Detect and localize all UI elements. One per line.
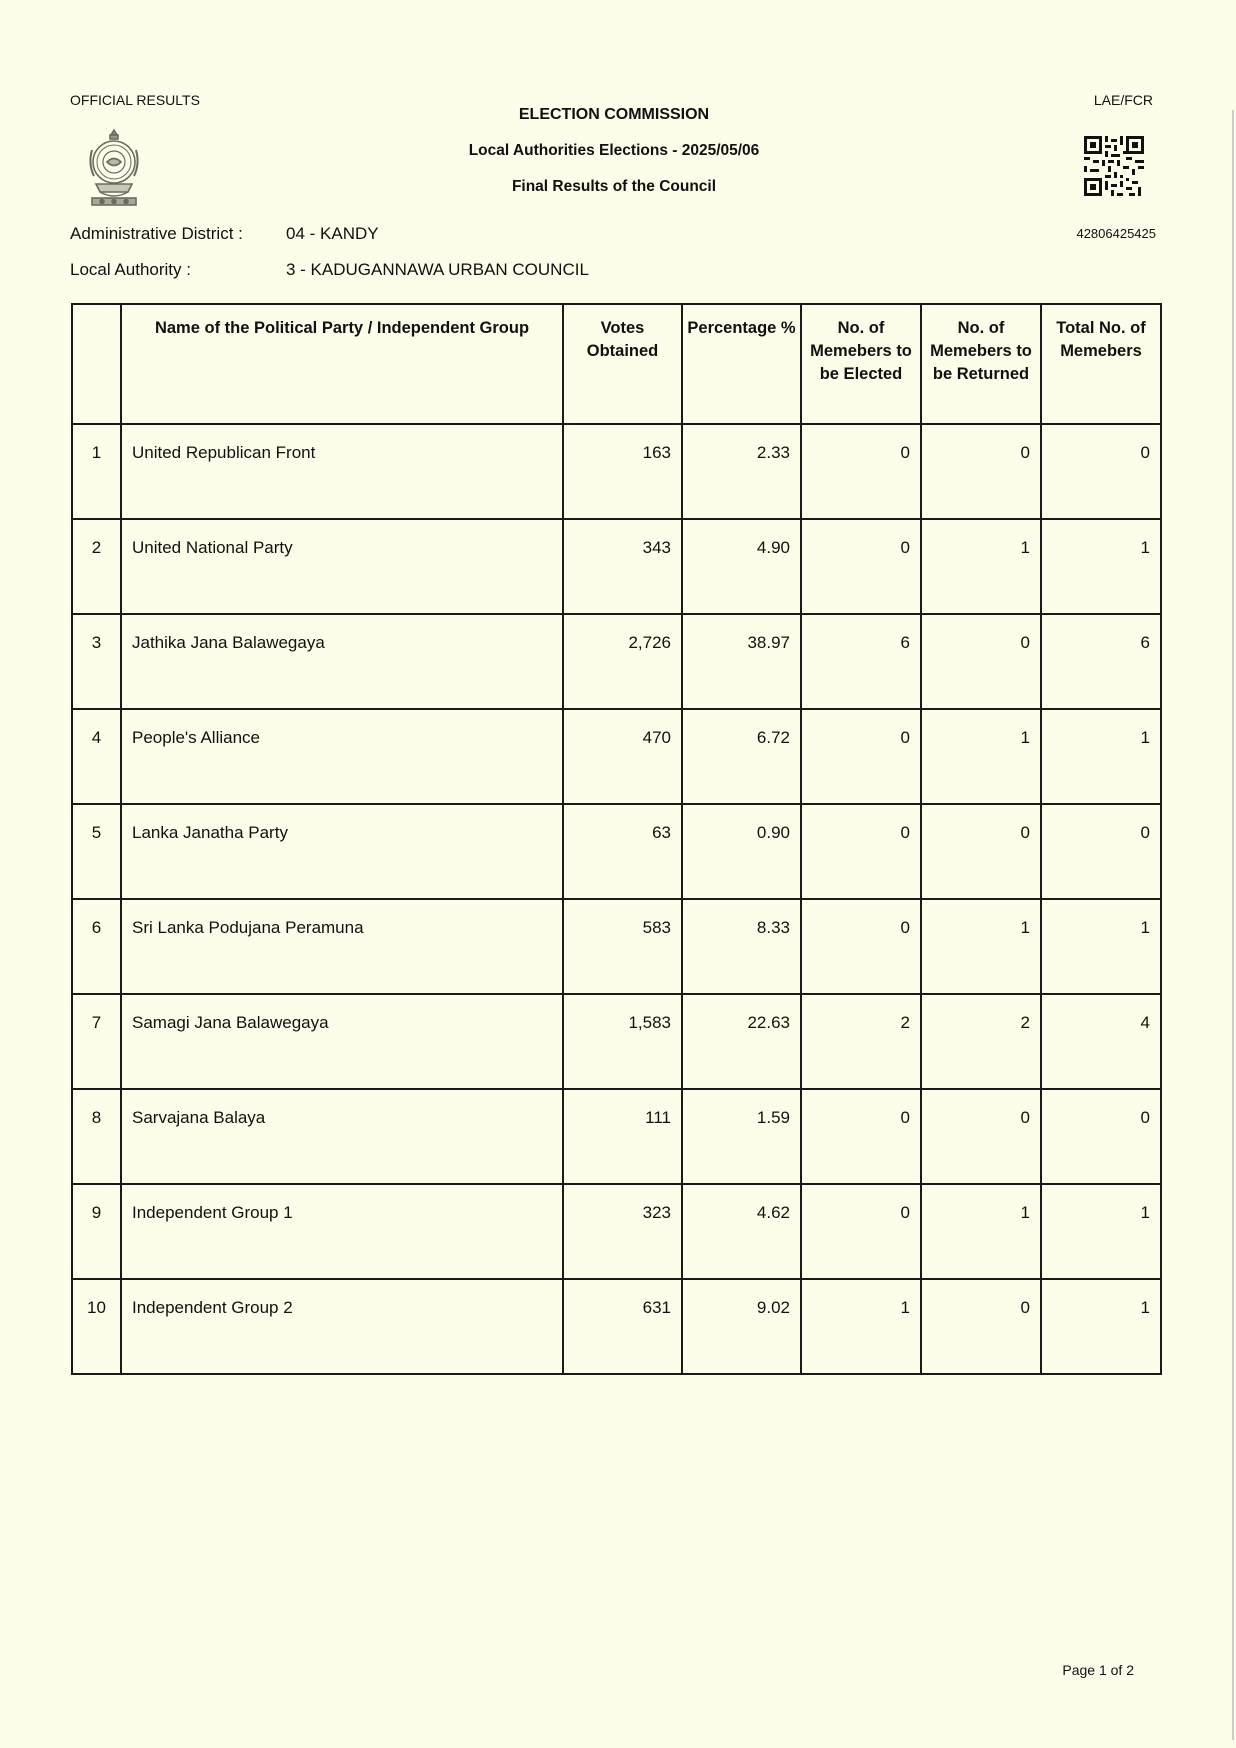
table-row [72, 1279, 1161, 1374]
members-elected: 1 [801, 1279, 921, 1374]
party-name: Sri Lanka Podujana Peramuna [121, 899, 563, 994]
members-returned: 2 [921, 994, 1041, 1089]
row-number: 5 [72, 804, 121, 899]
percentage: 2.33 [682, 424, 801, 519]
members-elected: 0 [801, 519, 921, 614]
row-number: 2 [72, 519, 121, 614]
members-elected: 0 [801, 424, 921, 519]
party-name: Jathika Jana Balawegaya [121, 614, 563, 709]
party-name: People's Alliance [121, 709, 563, 804]
members-total: 1 [1041, 1279, 1161, 1374]
party-name: Sarvajana Balaya [121, 1089, 563, 1184]
percentage: 22.63 [682, 994, 801, 1089]
party-name: United National Party [121, 519, 563, 614]
row-number: 3 [72, 614, 121, 709]
form-code: LAE/FCR [1093, 92, 1153, 108]
col-header-total: Total No. of Memebers [1041, 304, 1161, 424]
members-elected: 0 [801, 1089, 921, 1184]
table-header-row [72, 304, 1161, 424]
members-total: 1 [1041, 709, 1161, 804]
members-elected: 0 [801, 804, 921, 899]
table-row [72, 614, 1161, 709]
page-number: Page 1 of 2 [1062, 1662, 1134, 1678]
votes-obtained: 343 [563, 519, 682, 614]
percentage: 0.90 [682, 804, 801, 899]
official-results-label: OFFICIAL RESULTS [70, 92, 200, 108]
votes-obtained: 111 [563, 1089, 682, 1184]
members-total: 4 [1041, 994, 1161, 1089]
percentage: 38.97 [682, 614, 801, 709]
votes-obtained: 583 [563, 899, 682, 994]
party-name: United Republican Front [121, 424, 563, 519]
district-value: 04 - KANDY [286, 224, 379, 243]
table-row [72, 1089, 1161, 1184]
table-row [72, 709, 1161, 804]
members-returned: 0 [921, 804, 1041, 899]
members-returned: 0 [921, 614, 1041, 709]
scan-edge-line [1232, 110, 1234, 1740]
votes-obtained: 631 [563, 1279, 682, 1374]
members-total: 0 [1041, 804, 1161, 899]
votes-obtained: 163 [563, 424, 682, 519]
members-returned: 0 [921, 424, 1041, 519]
party-name: Independent Group 2 [121, 1279, 563, 1374]
members-total: 1 [1041, 519, 1161, 614]
row-number: 1 [72, 424, 121, 519]
col-header-votes: Votes Obtained [563, 304, 682, 424]
members-elected: 6 [801, 614, 921, 709]
percentage: 1.59 [682, 1089, 801, 1184]
party-name: Samagi Jana Balawegaya [121, 994, 563, 1089]
members-total: 6 [1041, 614, 1161, 709]
percentage: 4.62 [682, 1184, 801, 1279]
members-total: 1 [1041, 899, 1161, 994]
serial-number: 42806425425 [1076, 226, 1156, 241]
row-number: 8 [72, 1089, 121, 1184]
table-row [72, 519, 1161, 614]
table-row [72, 804, 1161, 899]
members-total: 0 [1041, 424, 1161, 519]
members-total: 1 [1041, 1184, 1161, 1279]
table-row [72, 994, 1161, 1089]
members-returned: 0 [921, 1279, 1041, 1374]
results-subtitle: Final Results of the Council [511, 178, 717, 195]
row-number: 9 [72, 1184, 121, 1279]
qr-code-icon [1084, 136, 1144, 196]
members-returned: 1 [921, 709, 1041, 804]
row-number: 6 [72, 899, 121, 994]
district-label: Administrative District : [70, 224, 243, 243]
authority-value: 3 - KADUGANNAWA URBAN COUNCIL [286, 260, 589, 279]
percentage: 4.90 [682, 519, 801, 614]
members-total: 0 [1041, 1089, 1161, 1184]
table-row [72, 899, 1161, 994]
row-number: 4 [72, 709, 121, 804]
row-number: 10 [72, 1279, 121, 1374]
percentage: 6.72 [682, 709, 801, 804]
table-row [72, 1184, 1161, 1279]
members-returned: 0 [921, 1089, 1041, 1184]
percentage: 8.33 [682, 899, 801, 994]
row-number: 7 [72, 994, 121, 1089]
members-returned: 1 [921, 1184, 1041, 1279]
members-elected: 2 [801, 994, 921, 1089]
members-elected: 0 [801, 709, 921, 804]
col-header-party: Name of the Political Party / Independent Group [121, 304, 563, 424]
percentage: 9.02 [682, 1279, 801, 1374]
votes-obtained: 63 [563, 804, 682, 899]
party-name: Lanka Janatha Party [121, 804, 563, 899]
col-header-returned: No. of Memebers to be Returned [921, 304, 1041, 424]
votes-obtained: 470 [563, 709, 682, 804]
election-title: Local Authorities Elections - 2025/05/06 [468, 142, 760, 159]
members-elected: 0 [801, 1184, 921, 1279]
col-header-elected: No. of Memebers to be Elected [801, 304, 921, 424]
members-returned: 1 [921, 519, 1041, 614]
authority-label: Local Authority : [70, 260, 191, 279]
national-emblem-icon [72, 126, 156, 210]
col-header-no [72, 304, 121, 424]
col-header-percentage: Percentage % [682, 304, 801, 424]
members-elected: 0 [801, 899, 921, 994]
table-row [72, 424, 1161, 519]
members-returned: 1 [921, 899, 1041, 994]
votes-obtained: 323 [563, 1184, 682, 1279]
party-name: Independent Group 1 [121, 1184, 563, 1279]
votes-obtained: 1,583 [563, 994, 682, 1089]
votes-obtained: 2,726 [563, 614, 682, 709]
commission-title: ELECTION COMMISSION [518, 106, 710, 123]
results-table [71, 303, 1162, 1375]
